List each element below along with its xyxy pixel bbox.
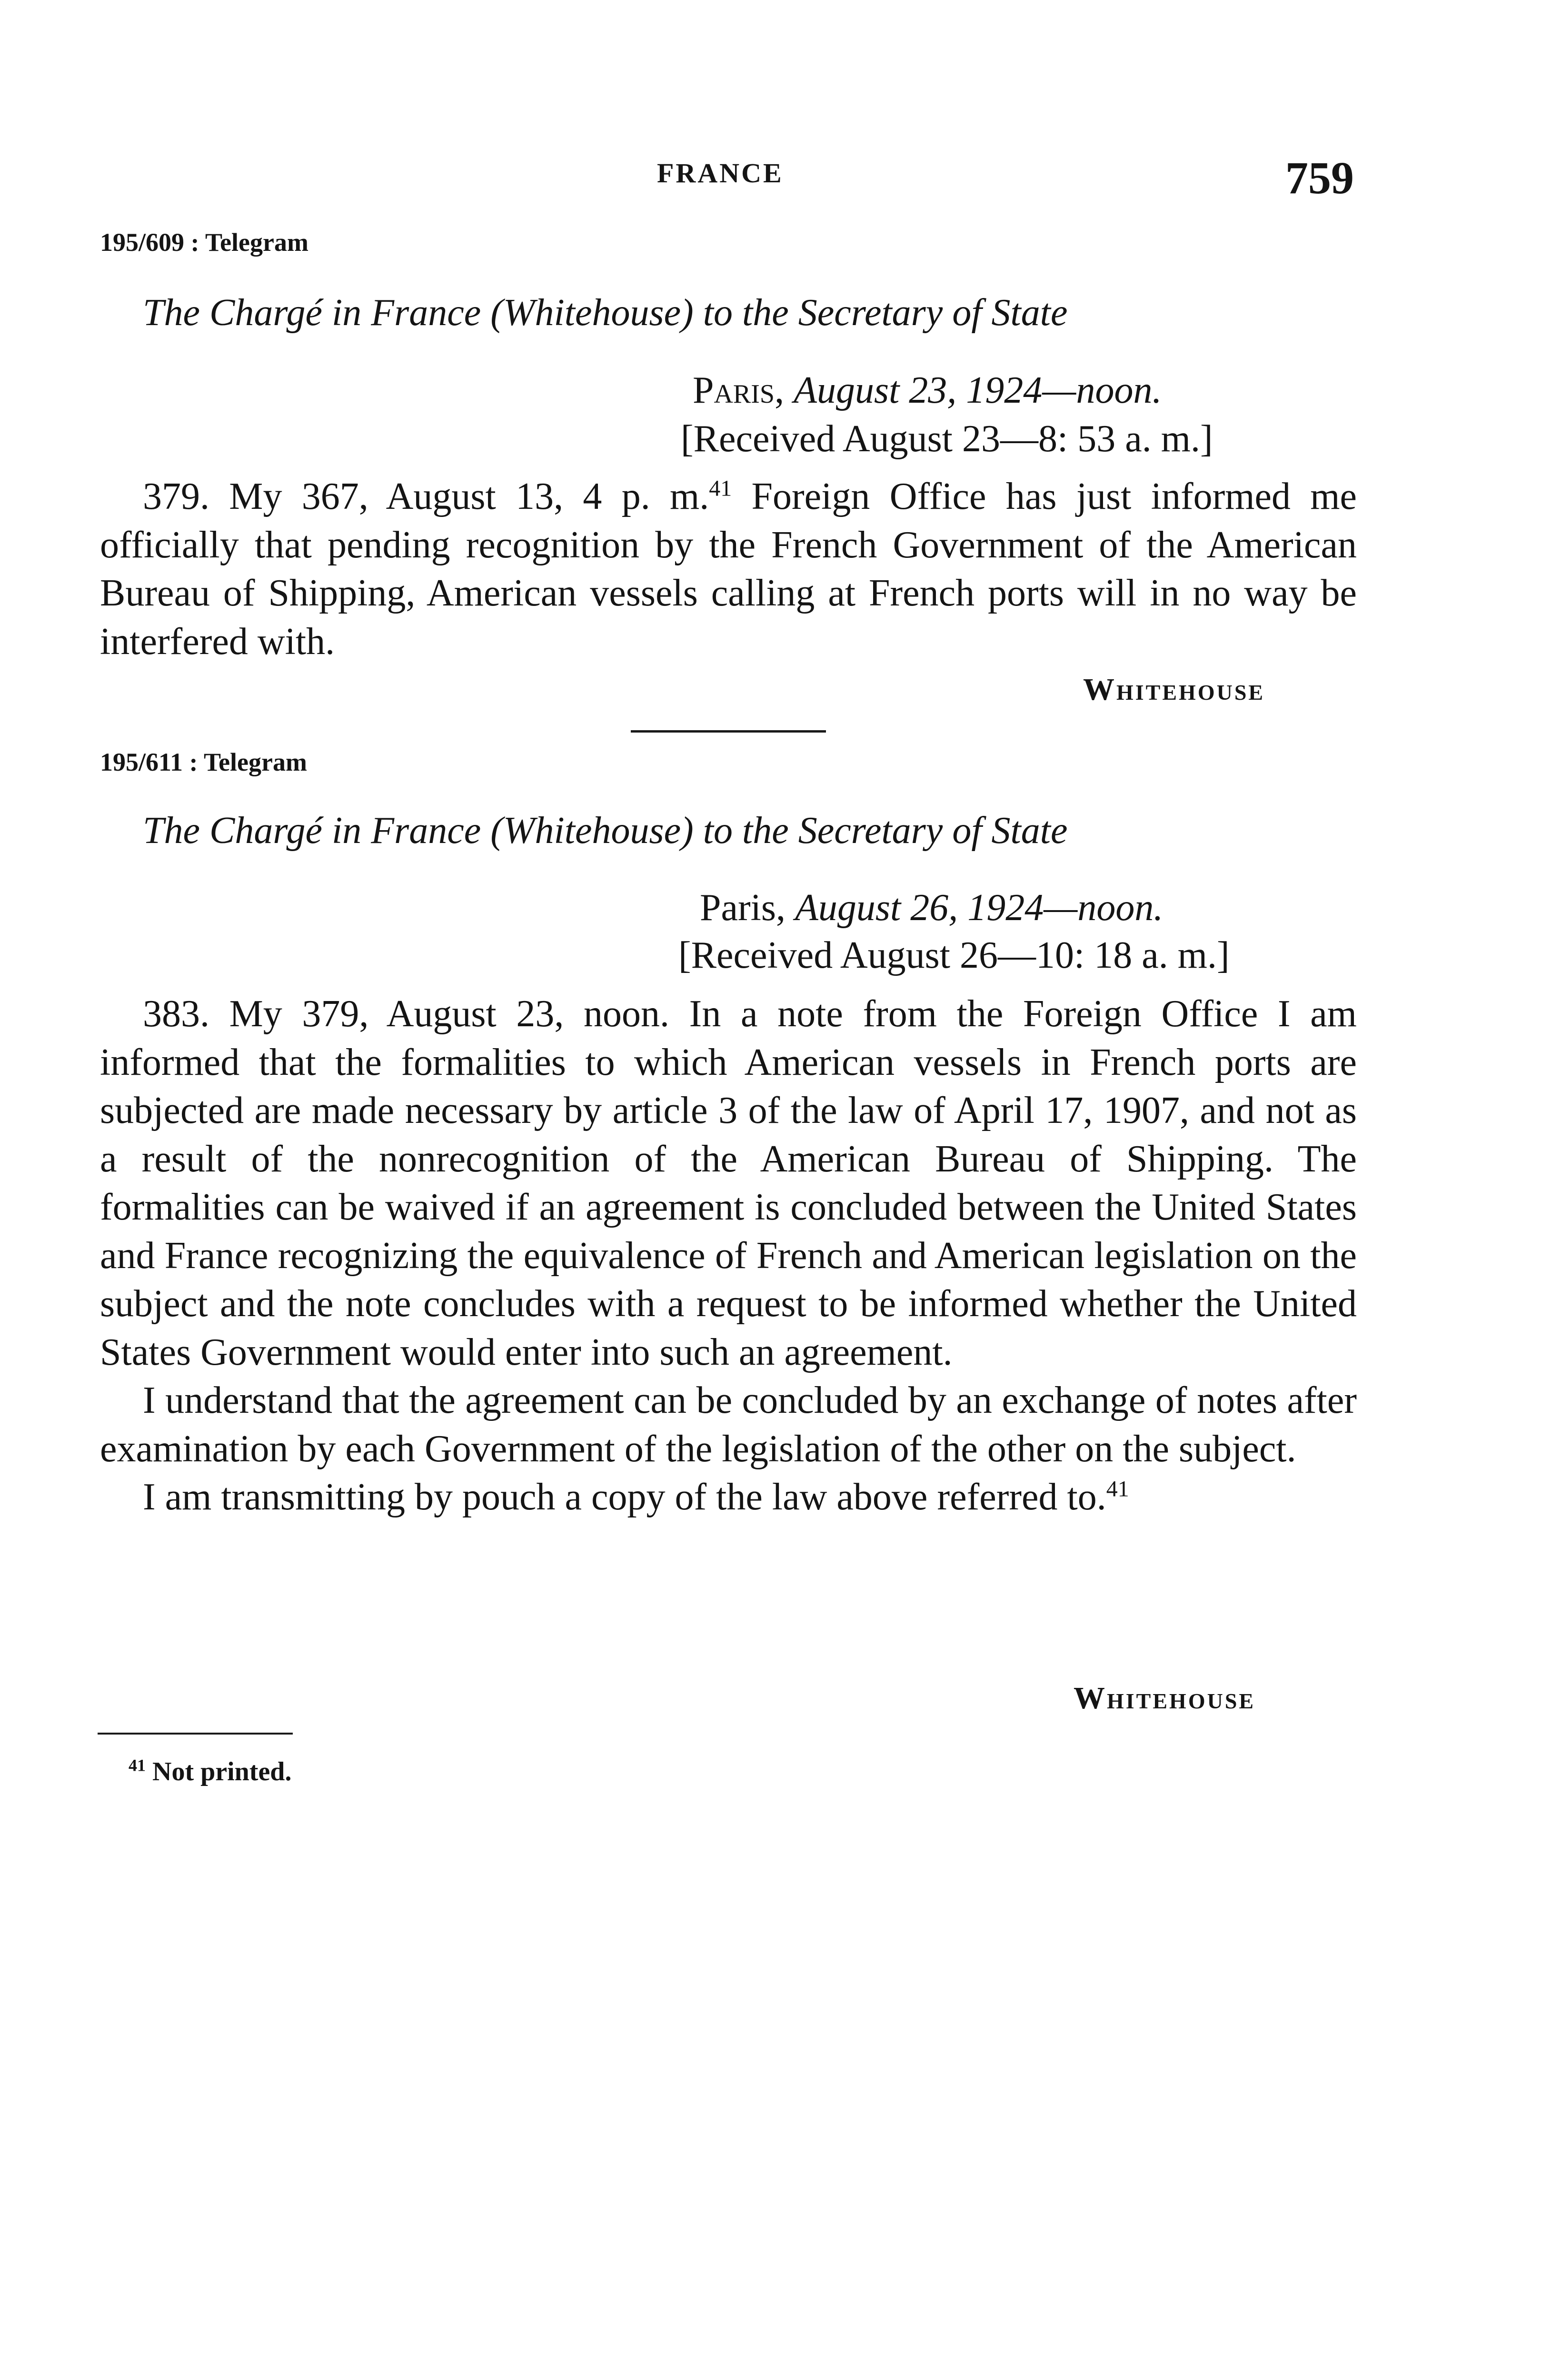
document-title: The Chargé in France (Whitehouse) to the Secretary of State [143, 292, 1068, 334]
paragraph-text: Foreign Office has just informed me officially that pending recognition by the French Government of the American Bureau of Shipping, American vessels calling at French ports will in no way be interfered with. [100, 476, 1357, 663]
signature: Whitehouse [1074, 1681, 1256, 1716]
message-body [100, 990, 1357, 1522]
signature: Whitehouse [1083, 672, 1265, 707]
running-head: FRANCE [657, 158, 784, 188]
paragraph [100, 1473, 1357, 1522]
received-line: [Received August 23—8: 53 a. m.] [681, 418, 1213, 460]
place-date [693, 369, 1162, 412]
document-title: The Chargé in France (Whitehouse) to the Secretary of State [143, 810, 1068, 852]
date: August 23, 1924—noon. [794, 369, 1162, 411]
paragraph: 383. My 379, August 23, noon. In a note from the Foreign Office I am informed that the formalities to which American vessels in French ports are subjected are made necessary by article 3 of the law of April 17, 1907, and not as a result of the nonrecognition of the American Bureau of Shipping. The formalities can be waived if an agreement is concluded between the United States and France recognizing the equivalence of French and American legislation on the subject and the note concludes with a request to be informed whether the United States Government would enter into such an agreement. [100, 993, 1357, 1373]
footnote-text: Not printed. [152, 1757, 292, 1786]
footnote [129, 1756, 291, 1787]
footnote-marker: 41 [129, 1755, 146, 1775]
file-reference: 195/611 : Telegram [100, 748, 307, 776]
paragraph-text: 379. My 367, August 13, 4 p. m. [143, 476, 709, 517]
footnote-ref: 41 [709, 476, 732, 501]
file-reference: 195/609 : Telegram [100, 228, 308, 257]
paragraph-text: I am transmitting by pouch a copy of the law above referred to. [143, 1476, 1106, 1518]
paragraph: I understand that the agreement can be concluded by an exchange of notes after examination by each Government of the legislation of the other on the subject. [100, 1379, 1357, 1470]
place: Paris, [693, 369, 785, 411]
received-line: [Received August 26—10: 18 a. m.] [678, 934, 1230, 976]
place: Paris, [700, 887, 785, 929]
paragraph [100, 473, 1357, 666]
page-number: 759 [1285, 152, 1354, 203]
section-divider [631, 730, 826, 733]
place-date [700, 886, 1163, 930]
date: August 26, 1924—noon. [795, 887, 1163, 929]
message-body [100, 473, 1357, 666]
footnote-ref: 41 [1106, 1476, 1129, 1502]
footnote-rule [98, 1733, 293, 1735]
